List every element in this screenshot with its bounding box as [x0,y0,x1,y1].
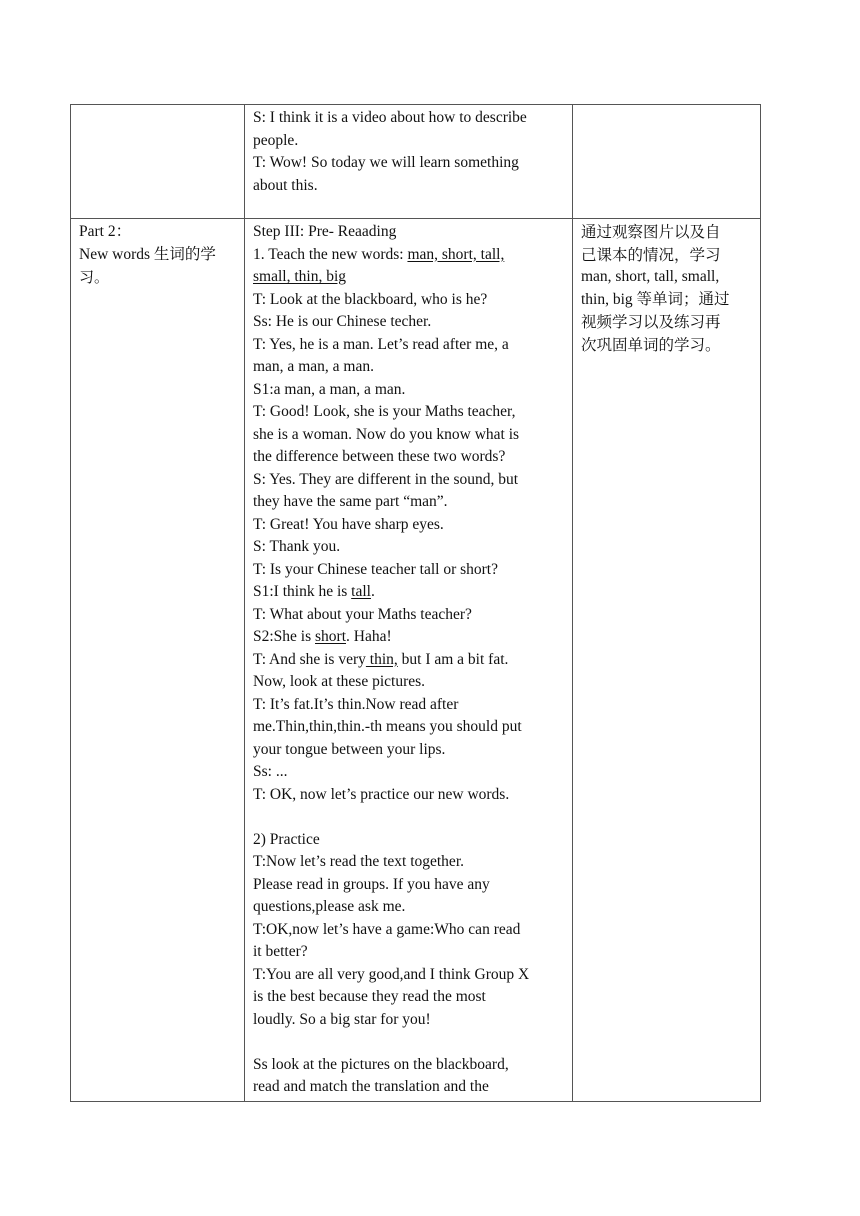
text-line: Please read in groups. If you have any [253,875,490,893]
s2-word: short [315,628,347,645]
text-line: Now, look at these pictures. [253,673,426,690]
thin-prefix: T: And she is very [253,650,366,668]
note-line: man, short, tall, small, [581,268,720,285]
text-line: T: OK, now let’s practice our new words. [253,785,510,803]
content-cell [245,219,573,1102]
text-line: T: Is your Chinese teacher tall or short? [253,560,498,578]
part-cell [71,105,245,219]
text-line: man, a man, a man. [253,358,374,375]
note-line: 次巩固单词的学习。 [581,335,721,354]
text-line: about this. [253,176,318,194]
text-line: people. [253,131,299,149]
text-line: she is a woman. Now do you know what is [253,425,520,443]
s1-suffix: . [370,583,375,600]
text-line: T: Great! You have sharp eyes. [253,515,444,533]
text-line [253,649,564,672]
text-line: your tongue between your lips. [253,740,446,758]
text-line: T: What about your Maths teacher? [253,605,472,623]
part-subtitle: New words 生词的学 [79,245,216,263]
part-title: Part 2： [79,223,132,240]
text-line: S: Thank you. [253,538,341,555]
part-cell [71,219,245,1102]
s2-suffix: . Haha! [346,628,392,645]
text-line: questions,please ask me. [253,898,406,915]
teach-line [253,244,564,267]
text-line: S: Yes. They are different in the sound, but [253,470,519,488]
table-row [71,105,761,219]
spacer [253,806,564,829]
s1-prefix: S1:I think he is [253,583,352,600]
text-line: is the best because they read the most [253,988,486,1005]
s1-word: tall [351,583,371,600]
text-line: T: Yes, he is a man. Let’s read after me, a [253,335,509,353]
text-line: T: Look at the blackboard, who is he? [253,290,488,308]
lesson-plan-table [70,104,761,1102]
text-line: Ss: ... [253,763,288,780]
text-line: Ss: He is our Chinese techer. [253,313,432,330]
thin-word: thin, [365,650,398,668]
text-line: T:OK,now let’s have a game:Who can read [253,920,521,938]
teach-words: man, short, tall, [407,245,505,263]
table-row [71,219,761,1102]
text-line: me.Thin,thin,thin.-th means you should put [253,718,522,735]
spacer [253,1031,564,1054]
part-subtitle-cont: 习。 [79,268,110,286]
teach-words-cont: small, thin, big [253,268,346,285]
text-line [253,581,564,604]
text-line: Ss look at the pictures on the blackboard, [253,1055,509,1073]
text-line: T:You are all very good,and I think Group X [253,965,530,983]
text-line: T:Now let’s read the text together. [253,853,464,870]
text-line: S: I think it is a video about how to describe [253,109,527,126]
text-line: it better? [253,943,308,960]
text-line: they have the same part “man”. [253,493,448,510]
note-line: 通过观察图片以及自 [581,223,721,241]
text-line: read and match the translation and the [253,1078,489,1095]
content-cell [245,105,573,219]
s2-prefix: S2:She is [253,628,316,645]
text-line [253,626,564,649]
text-line: loudly. So a big star for you! [253,1010,431,1028]
thin-suffix: but I am a bit fat. [397,650,509,668]
step-heading: Step III: Pre- Reaading [253,223,397,240]
note-line: 己课本的情况，学习 [581,245,721,264]
text-line: T: It’s fat.It’s thin.Now read after [253,695,459,713]
text-line: T: Wow! So today we will learn something [253,154,519,171]
note-line: thin, big 等单词；通过 [581,290,730,308]
note-line: 视频学习以及练习再 [581,313,721,331]
notes-cell [573,105,761,219]
notes-cell [573,219,761,1102]
text-line: the difference between these two words? [253,448,506,465]
practice-heading: 2) Practice [253,830,320,848]
teach-prefix: 1. Teach the new words: [253,245,408,263]
text-line: T: Good! Look, she is your Maths teacher, [253,403,516,420]
text-line: S1:a man, a man, a man. [253,380,406,398]
